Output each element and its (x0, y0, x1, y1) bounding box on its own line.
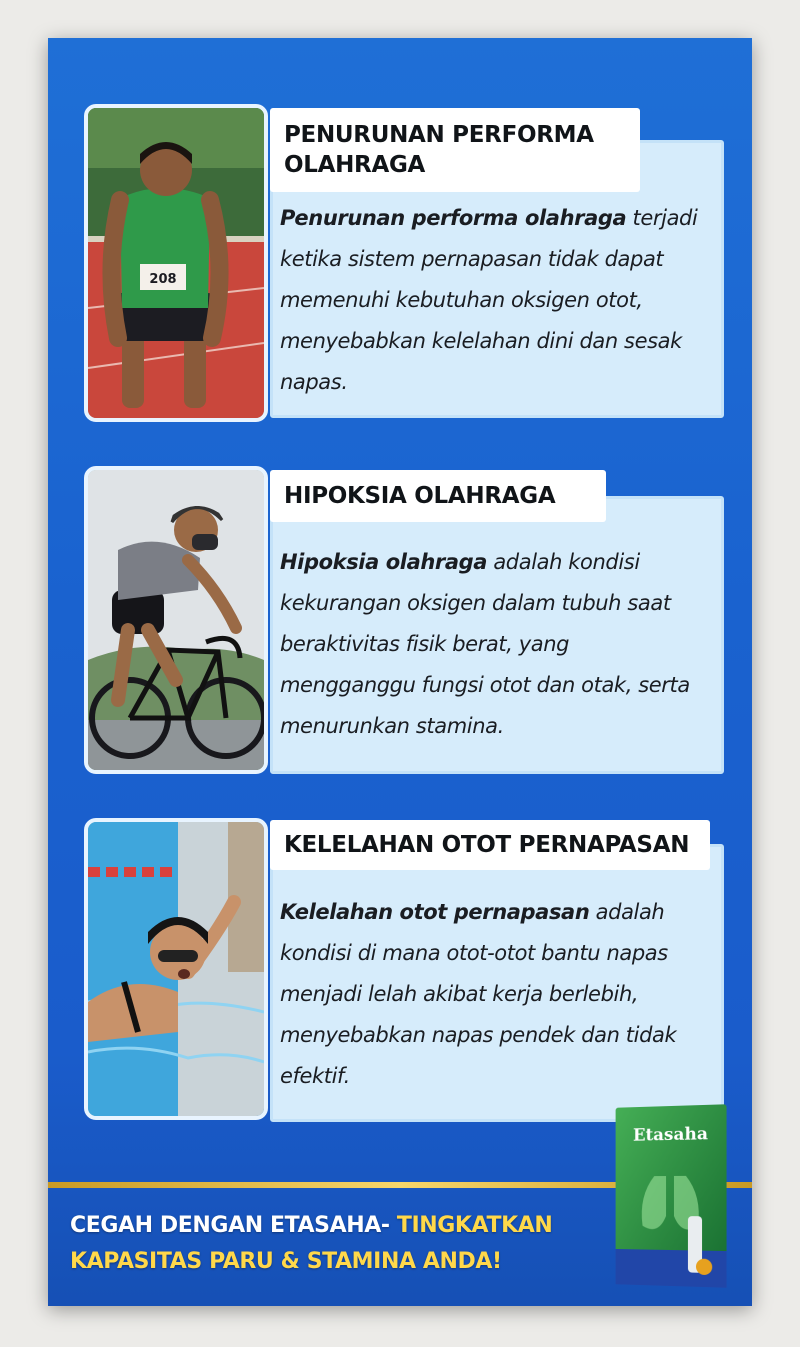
product-box (616, 1104, 727, 1288)
card-performance (84, 104, 728, 424)
product-brand: Etasaha (632, 1122, 709, 1145)
swimmer-illustration (88, 822, 264, 1116)
card-body-text: terjadi ketika sistem pernapasan tidak dapat memenuhi kebutuhan oksigen otot, menyebabkan kelelahan dini dan sesak napas. (280, 206, 698, 394)
promo-poster (48, 38, 752, 1306)
runner-photo (84, 104, 268, 422)
card-body-text: adalah kondisi di mana otot-otot bantu napas menjadi lelah akibat kerja berlebih, menyebabkan napas pendek dan tidak efektif. (280, 900, 677, 1088)
card-body (280, 542, 710, 747)
card-body-bold: Penurunan performa olahraga (280, 206, 627, 230)
card-body (280, 892, 710, 1097)
runner-illustration (88, 108, 264, 418)
footer-slogan (70, 1208, 610, 1280)
footer-slogan-gold: TINGKATKAN KAPASITAS PARU & STAMINA ANDA! (70, 1213, 553, 1274)
card-body-bold: Kelelahan otot pernapasan (280, 900, 590, 924)
card-title (270, 108, 640, 192)
card-title (270, 470, 606, 522)
card-title-line1: HIPOKSIA OLAHRAGA (284, 483, 556, 509)
swimmer-photo (84, 818, 268, 1120)
card-body-bold: Hipoksia olahraga (280, 550, 488, 574)
card-body (280, 198, 710, 403)
card-hypoxia (84, 466, 728, 786)
card-title-line1: PENURUNAN PERFORMA (284, 122, 594, 148)
cyclist-illustration (88, 470, 264, 770)
card-body-text: adalah kondisi kekurangan oksigen dalam tubuh saat beraktivitas fisik berat, yang mengganggu fungsi otot dan otak, serta menurunkan stamina. (280, 550, 690, 738)
card-title (270, 820, 710, 870)
bib-number: 208 (149, 272, 177, 287)
card-respiratory-fatigue (84, 818, 728, 1138)
card-title-line2: OLAHRAGA (284, 152, 426, 178)
footer-slogan-white: CEGAH DENGAN ETASAHA- (70, 1213, 397, 1238)
cyclist-photo (84, 466, 268, 774)
card-title-line1: KELELAHAN OTOT PERNAPASAN (284, 832, 690, 858)
product-box-illustration (616, 1104, 727, 1288)
